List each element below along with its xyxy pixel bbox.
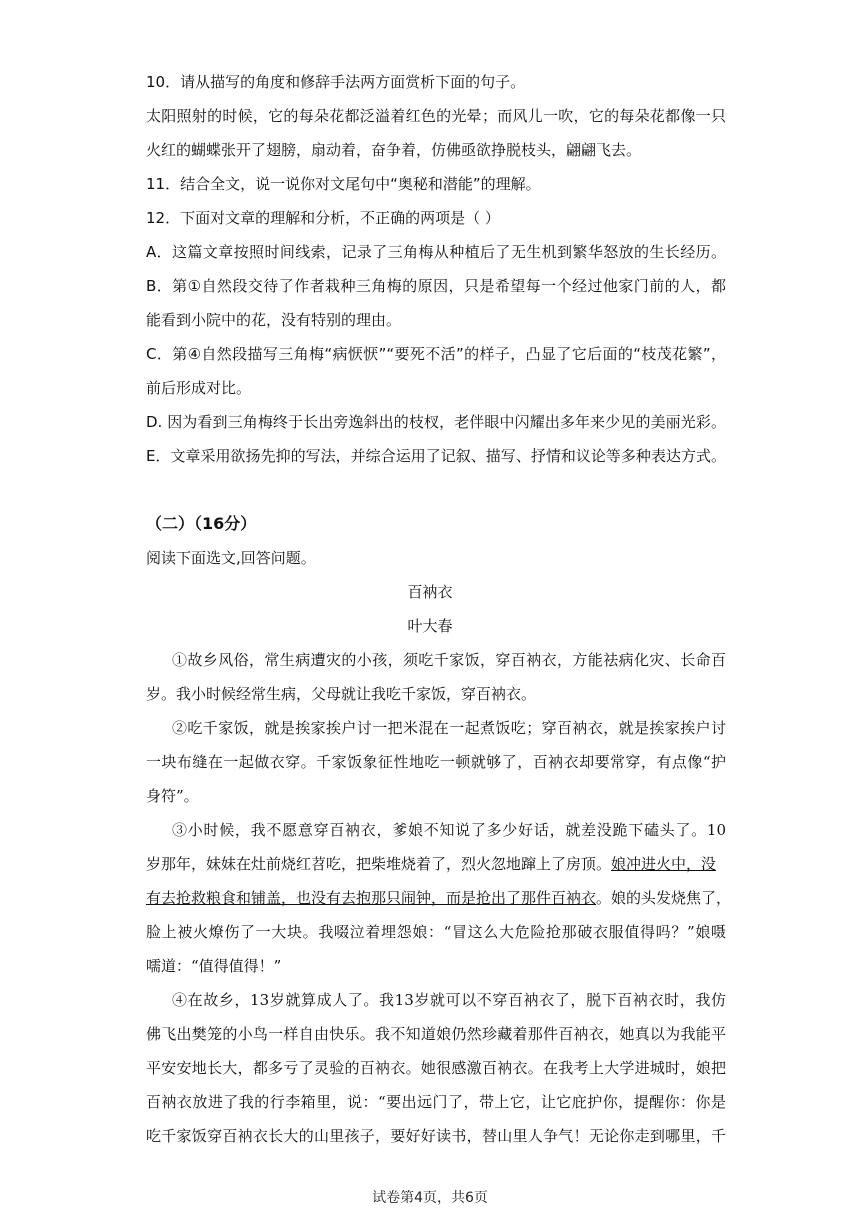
paragraph-4-line-2: 佛飞出樊笼的小鸟一样自由快乐。我不知道娘仍然珍藏着那件百衲衣，她真以为我能平 bbox=[146, 1025, 726, 1043]
paragraph-2-line-3: 身符”。 bbox=[146, 787, 199, 805]
paragraph-2-line-2: 一块布缝在一起做衣穿。千家饭象征性地吃一顿就够了，百衲衣却要常穿，有点像“护 bbox=[146, 753, 726, 771]
option-b-line-1: B．第①自然段交待了作者栽种三角梅的原因，只是希望每一个经过他家门前的人，都 bbox=[146, 277, 726, 295]
passage-title: 百衲衣 bbox=[407, 583, 453, 601]
question-10-quote-line-2: 火红的蝴蝶张开了翅膀，扇动着，奋争着，仿佛亟欲挣脱枝头，翩翩飞去。 bbox=[146, 141, 642, 159]
option-e: E．文章采用欲扬先抑的写法，并综合运用了记叙、描写、抒情和议论等多种表达方式。 bbox=[146, 447, 726, 465]
question-10-quote-line-1: 太阳照射的时候，它的每朵花都泛溢着红色的光晕；而风儿一吹，它的每朵花都像一只 bbox=[146, 107, 726, 125]
paragraph-3-line-2-text: 岁那年，妹妹在灶前烧红苕吃，把柴堆烧着了，烈火忽地蹿上了房顶。 bbox=[146, 855, 612, 873]
option-c-line-1: C．第④自然段描写三角梅“病恹恹”“要死不活”的样子，凸显了它后面的“枝茂花繁”， bbox=[146, 345, 726, 363]
underlined-sentence-part-2: 有去抢救粮食和铺盖，也没有去抱那只闹钟，而是抢出了那件百衲衣 bbox=[146, 889, 597, 907]
underlined-sentence-part-1: 娘冲进火中，没 bbox=[611, 855, 717, 873]
option-c-line-2: 前后形成对比。 bbox=[146, 379, 252, 397]
paragraph-1-line-1: ①故乡风俗，常生病遭灾的小孩，须吃千家饭，穿百衲衣，方能祛病化灾、长命百 bbox=[172, 651, 726, 669]
paragraph-4-line-5: 吃千家饭穿百衲衣长大的山里孩子，要好好读书，替山里人争气！无论你走到哪里，千 bbox=[146, 1127, 726, 1145]
paragraph-4-line-4: 百衲衣放进了我的行李箱里，说：“要出远门了，带上它，让它庇护你，提醒你：你是 bbox=[146, 1093, 726, 1111]
page-footer: 试卷第4页，共6页 bbox=[372, 1190, 488, 1206]
paragraph-3-line-4: 脸上被火燎伤了一大块。我啜泣着埋怨娘：“冒这么大危险抢那破衣服值得吗？”娘嗫 bbox=[146, 923, 726, 941]
question-12: 12．下面对文章的理解和分析，不正确的两项是（ ） bbox=[146, 209, 500, 227]
paragraph-1-line-2: 岁。我小时候经常生病，父母就让我吃千家饭，穿百衲衣。 bbox=[146, 685, 537, 703]
paragraph-3-line-2 bbox=[146, 854, 726, 874]
paragraph-4-line-1: ④在故乡，13岁就算成人了。我13岁就可以不穿百衲衣了，脱下百衲衣时，我仿 bbox=[172, 991, 726, 1009]
paragraph-2-line-1: ②吃千家饭，就是挨家挨户讨一把米混在一起煮饭吃；穿百衲衣，就是挨家挨户讨 bbox=[172, 719, 726, 737]
paragraph-4-line-3: 平安安地长大，都多亏了灵验的百衲衣。她很感激百衲衣。在我考上大学进城时，娘把 bbox=[146, 1059, 726, 1077]
option-a: A．这篇文章按照时间线索，记录了三角梅从种植后了无生机到繁华怒放的生长经历。 bbox=[146, 243, 726, 261]
question-11: 11．结合全文，说一说你对文尾句中“奥秘和潜能”的理解。 bbox=[146, 175, 541, 193]
paragraph-3-line-3-text: 。娘的头发烧焦了， bbox=[596, 889, 732, 907]
section-instruction: 阅读下面选文,回答问题。 bbox=[146, 549, 316, 567]
option-d: D. 因为看到三角梅终于长出旁逸斜出的枝杈，老伴眼中闪耀出多年来少见的美丽光彩。 bbox=[146, 413, 726, 431]
question-10: 10．请从描写的角度和修辞手法两方面赏析下面的句子。 bbox=[146, 73, 526, 91]
passage-author: 叶大春 bbox=[407, 617, 453, 635]
section-heading: （二）（16分） bbox=[146, 514, 257, 533]
option-b-line-2: 能看到小院中的花，没有特别的理由。 bbox=[146, 311, 402, 329]
paragraph-3-line-3 bbox=[146, 888, 732, 908]
paragraph-3-line-1: ③小时候，我不愿意穿百衲衣，爹娘不知说了多少好话，就差没跪下磕头了。10 bbox=[172, 821, 726, 839]
paragraph-3-line-5: 嚅道：“值得值得！” bbox=[146, 957, 282, 975]
